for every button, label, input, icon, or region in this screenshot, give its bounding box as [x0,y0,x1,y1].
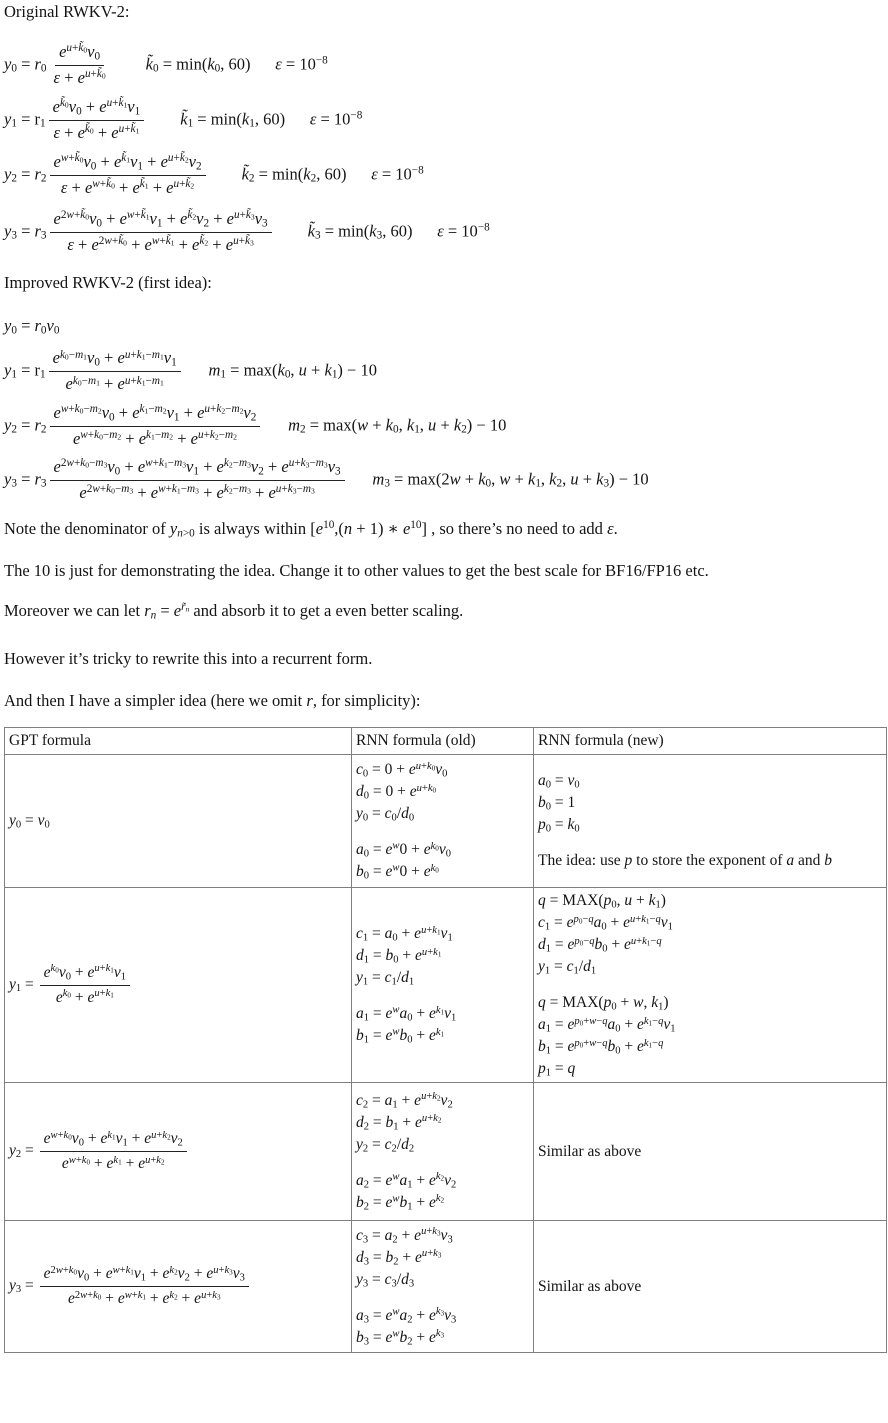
column-header-rnn-old: RNN formula (old) [352,728,534,755]
equation-original-y2: $y_2 = r_2$ $\frac{e^{w+k̃_0}v_0 + e^{k̃_1}v_1 + e^{u+k̃_2}v_2}{\varepsilon + e^{w+k̃_0} + e^{k̃_1} + e^{u+k̃_2}}$ $k̃_2 = \min(k_2$, 60) $\varepsilon = 10^{-8}$ [4,151,424,197]
cell-old-y3: $c_3 = a_2 + e^{u+k_3}v_3$ $d_3 = b_2 + e^{u+k_3}$ $y_3 = c_3/d_3$ $a_3 = e^wa_2 + e^{k_3}v_3$ $b_3 = e^wb_2 + e^{k_3}$ [352,1221,534,1353]
cell-gpt-y3: $y_3$ = $\frac{e^{2w+k_0}v_0 + e^{w+k_1}v_1 + e^{k_2}v_2 + e^{u+k_3}v_3}{e^{2w+k_0} + e^{w+k_1} + e^{k_2} + e^{u+k_3}}$ [5,1221,352,1353]
equation-original-y1: $y_1 = r_1$ $\frac{e^{k̃_0}v_0 + e^{u+k̃_1}v_1}{\varepsilon + e^{k̃_0} + e^{u+k̃_1}}$ $k̃_1 = \min(k_1$, 60) $\varepsilon = 10^{-8}$ [4,96,363,142]
note-scale: The 10 is just for demonstrating the idea. Change it to other values to get the best scale for BF16/FP16 etc. [4,561,709,581]
cell-gpt-y0: $y_0 = v_0$ [5,755,352,888]
cell-old-y0: $c_0 = 0 + e^{u+k_0}v_0$ $d_0 = 0 + e^{u+k_0}$ $y_0 = c_0/d_0$ $a_0 = e^w0 + e^{k_0}v_0$ $b_0 = e^w0 + e^{k_0}$ [352,755,534,888]
equation-improved-y1: $y_1 = r_1$ $\frac{e^{k_0-m_1}v_0 + e^{u+k_1-m_1}v_1}{e^{k_0-m_1} + e^{u+k_1-m_1}}$ $m_1 = \max(k_0$, $u + k_1) - 10$ [4,348,377,394]
cell-gpt-y1: $y_1$ = $\frac{e^{k_0}v_0 + e^{u+k_1}v_1}{e^{k_0} + e^{u+k_1}}$ [5,888,352,1083]
table-row-y3 [5,1221,887,1353]
column-header-rnn-new: RNN formula (new) [534,728,887,755]
equation-improved-y0: $y_0 = r_0v_0$ [4,315,60,337]
cell-old-y2: $c_2 = a_1 + e^{u+k_2}v_2$ $d_2 = b_1 + e^{u+k_2}$ $y_2 = c_2/d_2$ $a_2 = e^wa_1 + e^{k_2}v_2$ $b_2 = e^wb_1 + e^{k_2}$ [352,1083,534,1221]
section-title-original: Original RWKV-2: [4,2,130,21]
table-row-y0 [5,755,887,888]
column-header-gpt: GPT formula [5,728,352,755]
cell-old-y1: $c_1 = a_0 + e^{u+k_1}v_1$ $d_1 = b_0 + e^{u+k_1}$ $y_1 = c_1/d_1$ $a_1 = e^wa_0 + e^{k_1}v_1$ $b_1 = e^wb_0 + e^{k_1}$ [352,888,534,1083]
equation-original-y3: $y_3 = r_3$ $\frac{e^{2w+k̃_0}v_0 + e^{w+k̃_1}v_1 + e^{k̃_2}v_2 + e^{u+k̃_3}v_3}{\varepsilon + e^{2w+k̃_0} + e^{w+k̃_1} + e^{k̃_2} + e^{u+k̃_3}}$ $k̃_3 = \min(k_3$, 60) $\varepsilon = 10^{-8}$ [4,208,490,254]
section-title-improved: Improved RWKV-2 (first idea): [4,272,212,292]
formula-comparison-table [4,727,887,1353]
note-recurrent: However it’s tricky to rewrite this into a recurrent form. [4,649,373,669]
table-row-y2 [5,1083,887,1221]
cell-new-y3: Similar as above [534,1221,887,1353]
table-header-row [5,728,887,755]
equation-original-y0: $y_0 = r_0$ $\frac{e^{u+k̃_0}v_0}{\varepsilon + e^{u+k̃_0}}$ $k̃_0 = \min(k_0$, 60) $\varepsilon = 10^{-8}$ [4,42,328,87]
cell-new-y0: $a_0 = v_0$ $b_0 = 1$ $p_0 = k_0$ The idea: use p to store the exponent of a and b [534,755,887,888]
note-absorb-r: Moreover we can let $r_n = e^{r̃_n}$ and absorb it to get a even better scaling. [4,601,464,622]
equation-improved-y3: $y_3 = r_3$ $\frac{e^{2w+k_0-m_3}v_0 + e^{w+k_1-m_3}v_1 + e^{k_2-m_3}v_2 + e^{u+k_3-m_3}v_3}{e^{2w+k_0-m_3} + e^{w+k_1-m_3} + e^{k_2-m_3} + e^{u+k_3-m_3}}$ $m_3 = \max(2w + k_0$, $w + k_1$, $k_2$, $u + k_3) - 10$ [4,457,649,503]
note-simpler-idea: And then I have a simpler idea (here we omit r, for simplicity): [4,691,421,711]
cell-new-y1: $q = MAX(p_0$, $u + k_1$) $c_1 = e^{p_0-q}a_0 + e^{u+k_1-q}v_1$ $d_1 = e^{p_0-q}b_0 + e^{u+k_1-q}$ $y_1 = c_1/d_1$ $q = MAX(p_0 + w$, $k_1$) $a_1 = e^{p_0+w-q}a_0 + e^{k_1-q}v_1$ $b_1 = e^{p_0+w-q}b_0 + e^{k_1-q}$ $p_1 = q$ [534,888,887,1083]
equation-improved-y2: $y_2 = r_2$ $\frac{e^{w+k_0-m_2}v_0 + e^{k_1-m_2}v_1 + e^{u+k_2-m_2}v_2}{e^{w+k_0-m_2} + e^{k_1-m_2} + e^{u+k_2-m_2}}$ $m_2 = \max(w + k_0$, $k_1$, $u + k_2) - 10$ [4,403,507,449]
cell-new-y2: Similar as above [534,1083,887,1221]
note-denominator: Note the denominator of $y_{n>0}$ is always within [$e^{10},(n + 1)$ ∗ $e^{10}$] , so there’s no need to add ε. [4,519,618,540]
cell-gpt-y2: $y_2$ = $\frac{e^{w+k_0}v_0 + e^{k_1}v_1 + e^{u+k_2}v_2}{e^{w+k_0} + e^{k_1} + e^{u+k_2}}$ [5,1083,352,1221]
table-row-y1 [5,888,887,1083]
